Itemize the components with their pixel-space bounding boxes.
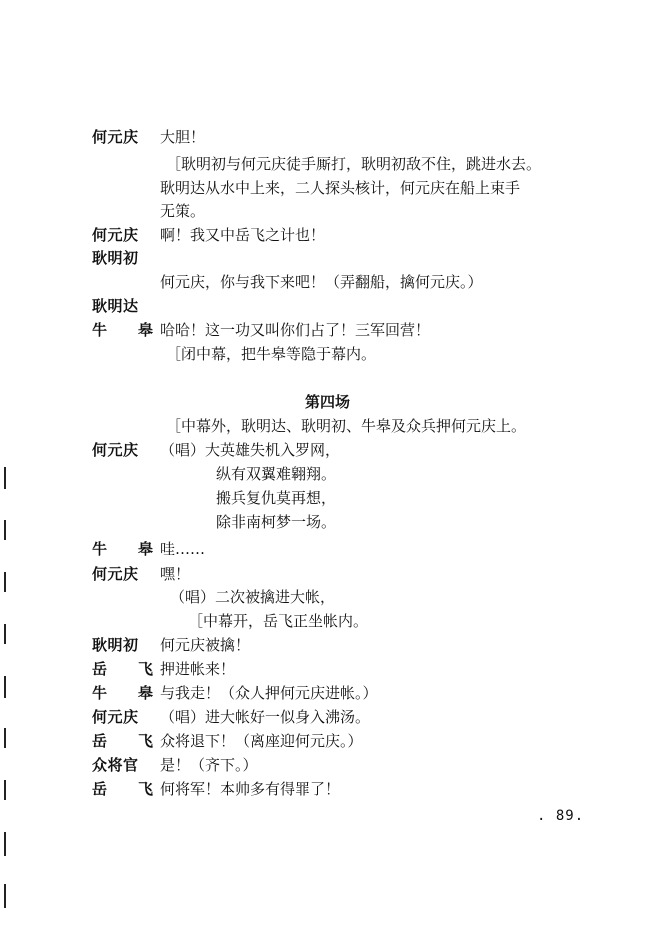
dialogue-text: 众将退下！（离座迎何元庆。） [160,732,363,750]
stage-direction: ［中幕开，岳飞正坐帐内。 [188,612,369,630]
dialogue-text: 何将军！本帅多有得罪了！ [160,780,341,798]
lyric-text: （唱）二次被擒进大帐， [170,588,336,606]
dialogue-text: 哇…… [160,540,206,558]
scan-margin-mark [4,728,6,748]
speaker-label: 牛 皋 [92,321,162,339]
stage-direction: 耿明达从水中上来，二人探头核计，何元庆在船上束手 [160,179,521,197]
speaker-label: 岳 飞 [92,732,162,750]
speaker-label: 众将官 [92,756,139,774]
speaker-label: 何元庆 [92,128,139,146]
stage-direction: 无策。 [160,202,206,220]
speaker-label: 何元庆 [92,565,139,583]
dialogue-text: 与我走！（众人押何元庆进帐。） [160,684,378,702]
dialogue-text: 押进帐来！ [160,660,236,678]
speaker-label: 耿明达 [92,297,139,315]
speaker-label: 耿明初 [92,636,139,654]
dialogue-text: 大胆！ [160,128,206,146]
scan-margin-mark [4,676,6,698]
stage-direction: ［耿明初与何元庆徒手厮打，耿明初敌不住，跳进水去。 [166,155,542,173]
lyric-text: 除非南柯梦一场。 [216,513,337,531]
scan-margin-mark [4,884,6,908]
stage-direction: ［中幕外，耿明达、耿明初、牛皋及众兵押何元庆上。 [166,417,527,435]
dialogue-text: 哈哈！这一功又叫你们占了！三军回营！ [160,321,431,339]
page-number: . 89. [537,808,585,824]
dialogue-text: 啊！我又中岳飞之计也！ [160,226,326,244]
lyric-text: 搬兵复仇莫再想， [216,489,337,507]
stage-direction: ［闭中幕，把牛皋等隐于幕内。 [166,345,377,363]
lyric-text: 纵有双翼难翱翔。 [216,465,337,483]
dialogue-text: 是！（齐下。） [160,756,258,774]
lyric-text: （唱）进大帐好一似身入沸汤。 [160,708,371,726]
speaker-label: 牛 皋 [92,540,162,558]
scan-margin-mark [4,832,6,856]
scene-title: 第四场 [304,393,350,411]
dialogue-text: 何元庆，你与我下来吧！（弄翻船，擒何元庆。） [160,273,483,291]
speaker-label: 耿明初 [92,249,139,267]
speaker-label: 何元庆 [92,708,139,726]
scan-margin-mark [4,467,6,489]
scan-margin-mark [4,520,6,540]
speaker-label: 岳 飞 [92,780,162,798]
speaker-label: 岳 飞 [92,660,162,678]
speaker-label: 何元庆 [92,441,139,459]
dialogue-text: 何元庆被擒！ [160,636,251,654]
lyric-text: （唱）大英雄失机入罗网， [160,441,341,459]
scan-margin-mark [4,572,6,592]
scan-margin-mark [4,780,6,800]
scan-margin-mark [4,624,6,644]
speaker-label: 何元庆 [92,226,139,244]
speaker-label: 牛 皋 [92,684,162,702]
dialogue-text: 嘿！ [160,565,191,583]
